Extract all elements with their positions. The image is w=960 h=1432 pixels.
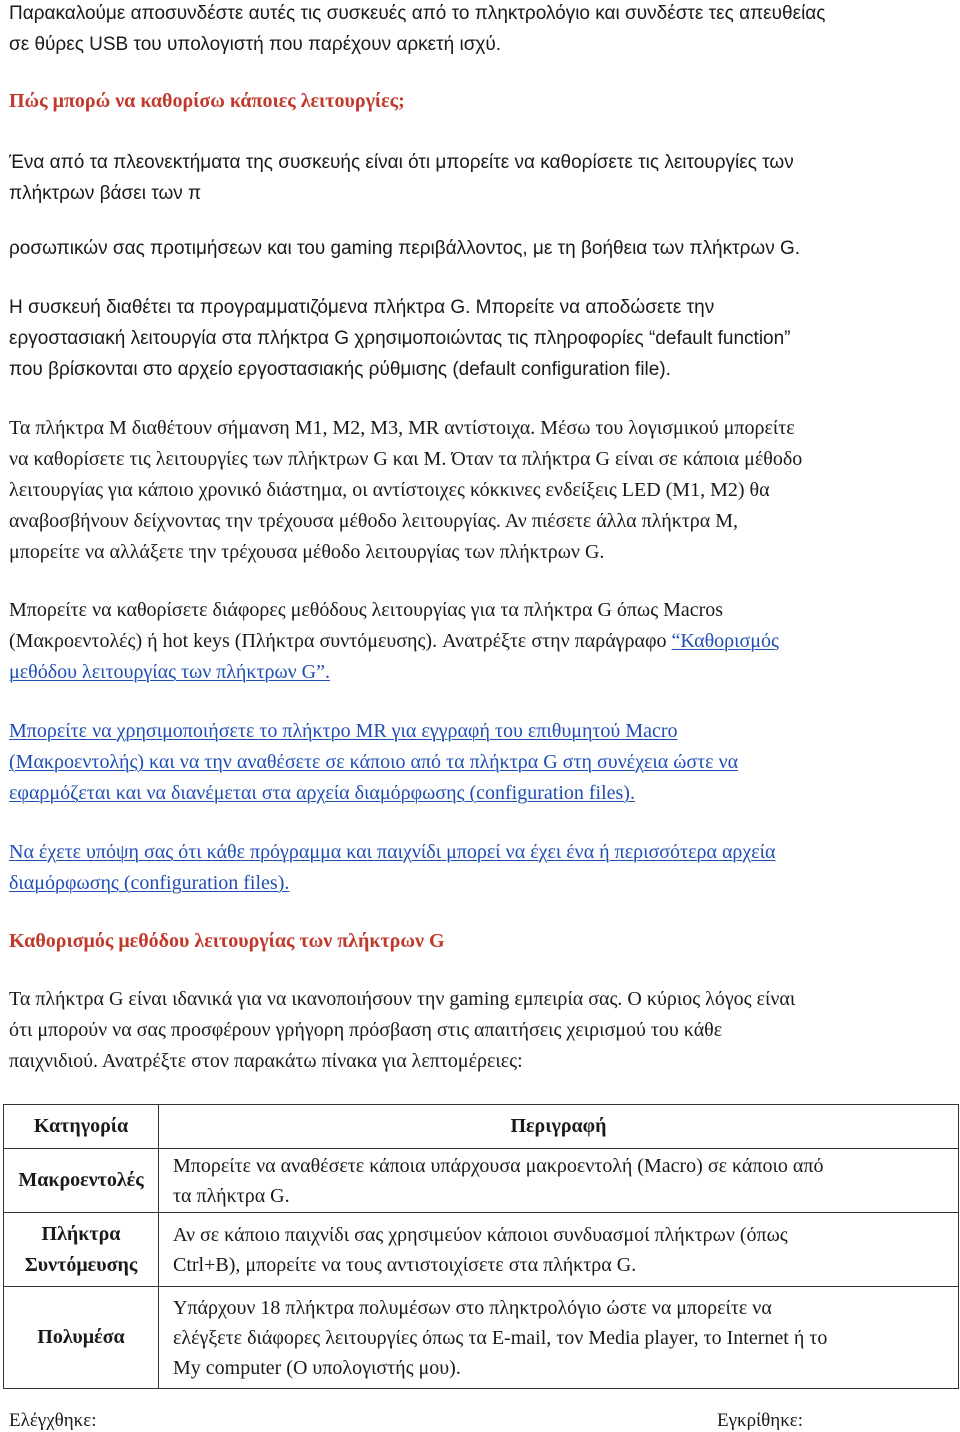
table-cell-category	[4, 1149, 159, 1213]
table-header-description: Περιγραφή	[159, 1105, 959, 1149]
define-method-link[interactable]: “Καθορισμός	[671, 630, 779, 652]
table-header-row	[4, 1105, 959, 1149]
description-line: Αν σε κάποιο παιχνίδι σας χρησιμεύον κάποιοι συνδυασμοί πλήκτρων (όπως	[173, 1223, 788, 1246]
table-cell-description	[159, 1287, 959, 1389]
config-files-link-paragraph	[9, 837, 776, 899]
description-line: Ctrl+B), μπορείτε να τους αντιστοιχίσετε στα πλήκτρα G.	[173, 1253, 637, 1276]
advantages-line-2: πλήκτρων βάσει των π	[9, 183, 202, 204]
description-line: Μπορείτε να αναθέσετε κάποια υπάρχουσα μακροεντολή (Macro) σε κάποιο από	[173, 1154, 824, 1177]
description-line: ελέγξετε διάφορες λειτουργίες όπως τα E-mail, τον Media player, το Internet ή το	[173, 1326, 828, 1349]
category-label: Πλήκτρα	[41, 1222, 121, 1245]
category-label: Μακροεντολές	[18, 1169, 144, 1191]
table-row	[4, 1149, 959, 1213]
table-cell-description	[159, 1149, 959, 1213]
g-keys-ideal-line-1: Τα πλήκτρα G είναι ιδανικά για να ικανοποιήσουν την gaming εμπειρία σας. Ο κύριος λόγος είναι	[9, 988, 796, 1010]
table-row	[4, 1287, 959, 1389]
description-line: Υπάρχουν 18 πλήκτρα πολυμέσων στο πληκτρολόγιο ώστε να μπορείτε να	[173, 1296, 772, 1319]
section-heading-define-method: Καθορισμός μεθόδου λειτουργίας των πλήκτρων G	[9, 930, 445, 952]
record-macro-link-line-2[interactable]: (Μακροεντολής) και να την αναθέσετε σε κάποιο από τα πλήκτρα G στη συνέχεια ώστε να	[9, 751, 739, 773]
intro-line-2: σε θύρες USB του υπολογιστή που παρέχουν αρκετή ισχύ.	[9, 34, 502, 55]
footer-approved-label: Εγκρίθηκε:	[717, 1410, 804, 1431]
g-keys-paragraph	[9, 292, 791, 385]
methods-line-1: Μπορείτε να καθορίσετε διάφορες μεθόδους λειτουργίας για τα πλήκτρα G όπως Macros	[9, 599, 724, 621]
m-keys-line-3: λειτουργίας για κάποιο χρονικό διάστημα, οι αντίστοιχες κόκκινες ενδείξεις LED (M1, M2) θα	[9, 479, 770, 501]
table-cell-category	[4, 1287, 159, 1389]
g-keys-ideal-line-3: παιχνιδιού. Ανατρέξτε στον παρακάτω πίνακα για λεπτομέρειες:	[9, 1050, 523, 1072]
preferences-paragraph: ροσωπικών σας προτιμήσεων και του gaming περιβάλλοντος, με τη βοήθεια των πλήκτρων G.	[9, 238, 801, 259]
table-cell-category	[4, 1213, 159, 1287]
table-header-category: Κατηγορία	[4, 1105, 159, 1149]
g-keys-line-1: Η συσκευή διαθέτει τα προγραμματιζόμενα πλήκτρα G. Μπορείτε να αποδώσετε την	[9, 297, 715, 318]
g-keys-line-3: που βρίσκονται στο αρχείο εργοστασιακής ρύθμισης (default configuration file).	[9, 359, 671, 380]
description-line: My computer (Ο υπολογιστής μου).	[173, 1356, 461, 1379]
methods-paragraph	[9, 595, 779, 688]
advantages-line-1: Ένα από τα πλεονεκτήματα της συσκευής είναι ότι μπορείτε να καθορίσετε τις λειτουργίες των	[9, 152, 794, 173]
config-files-link-line-2[interactable]: διαμόρφωσης (configuration files).	[9, 872, 290, 894]
record-macro-link-paragraph	[9, 716, 738, 809]
g-keys-ideal-paragraph	[9, 984, 795, 1077]
description-line: τα πλήκτρα G.	[173, 1184, 290, 1207]
m-keys-paragraph	[9, 413, 802, 568]
config-files-link-line-1[interactable]: Να έχετε υπόψη σας ότι κάθε πρόγραμμα και παιχνίδι μπορεί να έχει ένα ή περισσότερα αρχεία	[9, 841, 776, 863]
g-key-categories-table	[3, 1104, 959, 1389]
table-row	[4, 1213, 959, 1287]
methods-line-2-text: (Μακροεντολές) ή hot keys (Πλήκτρα συντόμευσης). Ανατρέξτε στην παράγραφο	[9, 630, 672, 652]
m-keys-line-4: αναβοσβήνουν δείχνοντας την τρέχουσα μέθοδο λειτουργίας. Αν πιέσετε άλλα πλήκτρα M,	[9, 510, 739, 532]
g-keys-line-2: εργοστασιακή λειτουργία στα πλήκτρα G χρησιμοποιώντας τις πληροφορίες “default function”	[9, 328, 791, 349]
table-cell-description	[159, 1213, 959, 1287]
record-macro-link-line-3[interactable]: εφαρμόζεται και να διανέμεται στα αρχεία διαμόρφωσης (configuration files).	[9, 782, 635, 804]
m-keys-line-5: μπορείτε να αλλάξετε την τρέχουσα μέθοδο λειτουργίας των πλήκτρων G.	[9, 541, 605, 563]
m-keys-line-2: να καθορίσετε τις λειτουργίες των πλήκτρων G και M. Όταν τα πλήκτρα G είναι σε κάποια μέθοδο	[9, 448, 803, 470]
category-label: Συντόμευσης	[24, 1253, 138, 1276]
record-macro-link-line-1[interactable]: Μπορείτε να χρησιμοποιήσετε το πλήκτρο MR για εγγραφή του επιθυμητού Macro	[9, 720, 678, 742]
intro-paragraph	[9, 0, 825, 60]
g-keys-ideal-line-2: ότι μπορούν να σας προσφέρουν γρήγορη πρόσβαση στις απαιτήσεις χειρισμού του κάθε	[9, 1019, 723, 1041]
methods-line-2	[9, 626, 779, 657]
advantages-paragraph	[9, 147, 794, 209]
m-keys-line-1: Τα πλήκτρα Μ διαθέτουν σήμανση M1, M2, M3, MR αντίστοιχα. Μέσω του λογισμικού μπορείτε	[9, 417, 795, 439]
define-method-link-continued[interactable]: μεθόδου λειτουργίας των πλήκτρων G”.	[9, 661, 330, 683]
section-heading-define-functions: Πώς μπορώ να καθορίσω κάποιες λειτουργίες;	[9, 90, 405, 112]
footer-checked-label: Ελέγχθηκε:	[9, 1410, 97, 1431]
category-label: Πολυμέσα	[37, 1326, 125, 1348]
intro-line-1: Παρακαλούμε αποσυνδέστε αυτές τις συσκευές από το πληκτρολόγιο και συνδέστε τες απευθείας	[9, 3, 826, 24]
